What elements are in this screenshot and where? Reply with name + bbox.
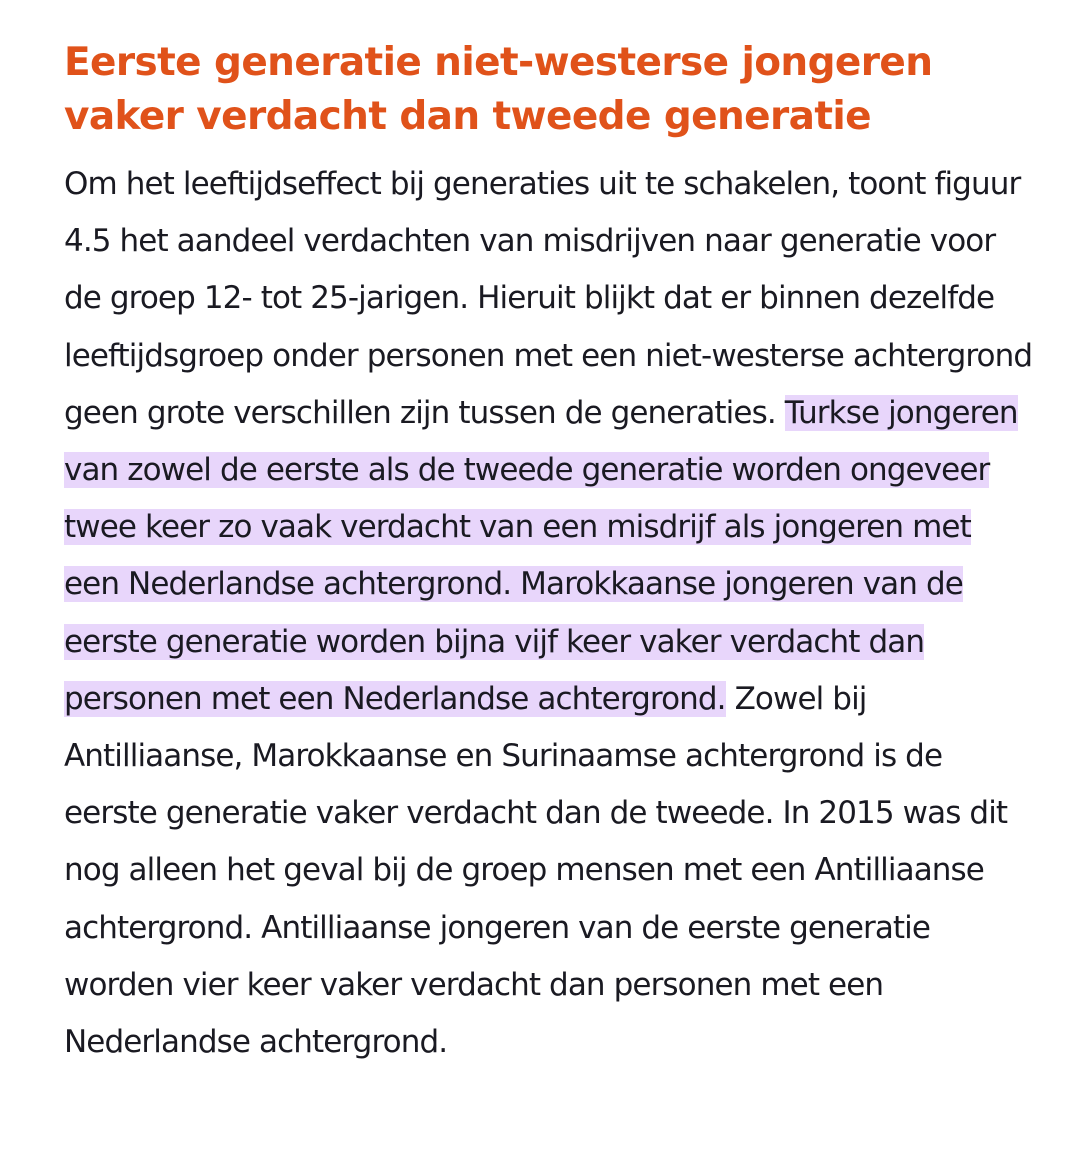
paragraph-text-before: Om het leeftijdseffect bij generaties uit te schakelen, toont figuur 4.5 het aandeel verdachten van misdrijven naar generatie voor de groep 12- tot 25-jarigen. Hieruit blijkt dat er binnen dezelfde leeftijdsgroep onder personen met een niet-westerse achtergrond geen grote verschillen zijn tussen de generaties. <box>64 166 1033 431</box>
article <box>64 36 1034 1071</box>
article-paragraph[interactable] <box>64 156 1034 1071</box>
highlighted-text-selection[interactable]: Turkse jongeren van zowel de eerste als de tweede generatie worden ongeveer twee keer zo vaak verdacht van een misdrijf als jongeren met een Nederlandse achtergrond. Marokkaanse jongeren van de eerste generatie worden bijna vijf keer vaker verdacht dan personen met een Nederlandse achtergrond. <box>64 394 1018 717</box>
article-heading: Eerste generatie niet-westerse jongeren vaker verdacht dan tweede generatie <box>64 40 933 139</box>
paragraph-text-after: Zowel bij Antilliaanse, Marokkaanse en Surinaamse achtergrond is de eerste generatie vaker verdacht dan de tweede. In 2015 was dit nog alleen het geval bij de groep mensen met een Antilliaanse achtergrond. Antilliaanse jongeren van de eerste generatie worden vier keer vaker verdacht dan personen met een Nederlandse achtergrond. <box>64 680 1008 1061</box>
